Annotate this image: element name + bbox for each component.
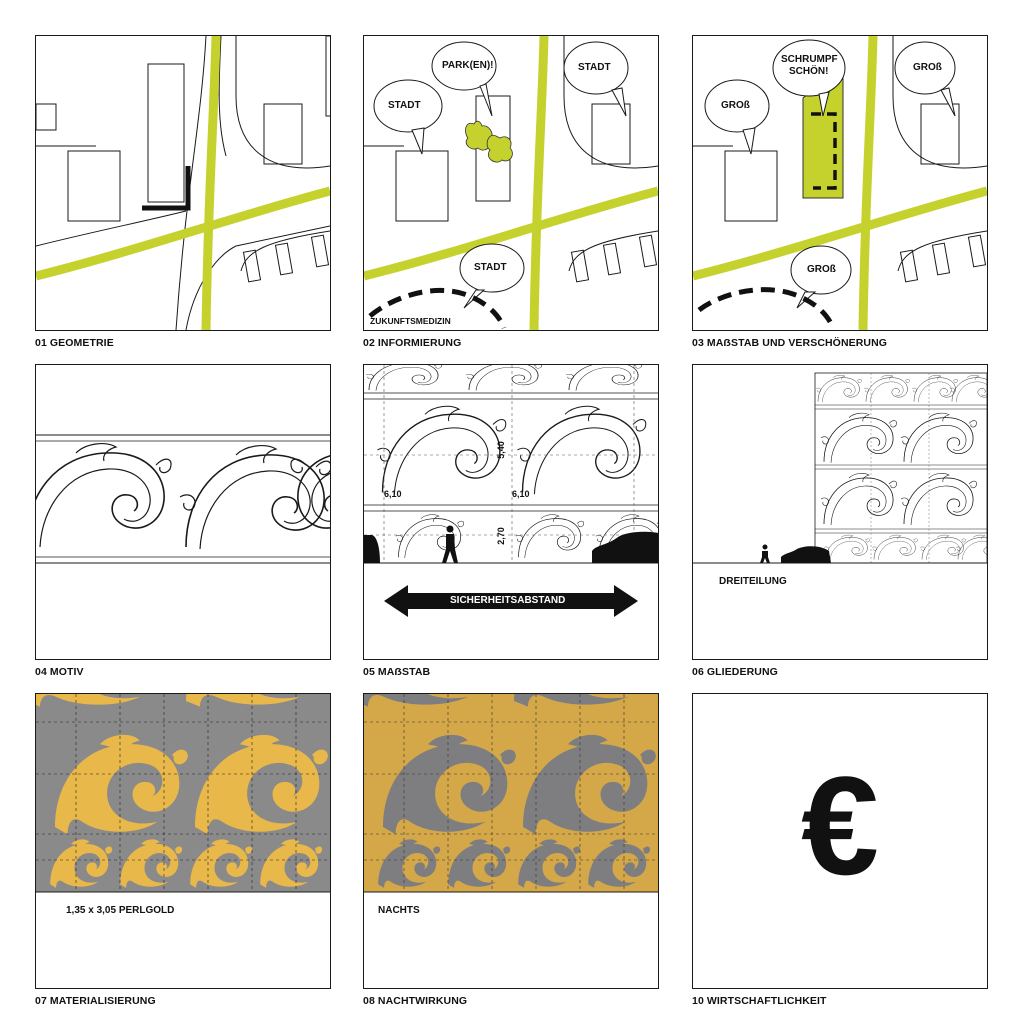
bubble-gross-2: GROß <box>721 100 750 111</box>
bubble-stadt-3: STADT <box>474 262 507 273</box>
euro-icon: € <box>801 747 879 904</box>
bubble-schrumpf: SCHRUMPF <box>781 54 838 65</box>
ornament-motif <box>36 365 330 659</box>
panel-01-geometrie <box>35 35 331 331</box>
tree-icon <box>466 121 513 162</box>
panel-10-wirtschaftlichkeit <box>692 693 988 989</box>
panel-04-motiv <box>35 364 331 660</box>
panel-08-caption: 08 NACHTWIRKUNG <box>363 995 468 1007</box>
panel-01-caption: 01 GEOMETRIE <box>35 337 114 349</box>
facade-scale <box>364 365 658 659</box>
dim-6-10-b: 6,10 <box>512 489 530 499</box>
label-perlgold: 1,35 x 3,05 PERLGOLD <box>66 905 175 916</box>
panel-02-informierung <box>363 35 659 331</box>
arrow-sicherheitsabstand: SICHERHEITSABSTAND <box>450 595 566 606</box>
panel-05-massstab <box>363 364 659 660</box>
bubble-gross-1: GROß <box>913 62 942 73</box>
panel-02-caption: 02 INFORMIERUNG <box>363 337 462 349</box>
bubble-stadt-1: STADT <box>578 62 611 73</box>
dim-2-70: 2,70 <box>495 527 506 545</box>
pedestrian-icon <box>760 545 770 564</box>
site-plan-scale <box>693 36 987 330</box>
site-plan-information <box>364 36 658 330</box>
panel-08-nachtwirkung <box>363 693 659 989</box>
facade-night <box>364 694 658 988</box>
pedestrian-icon <box>442 526 458 564</box>
panel-06-caption: 06 GLIEDERUNG <box>692 666 778 678</box>
label-dreiteilung: DREITEILUNG <box>719 576 787 587</box>
panel-05-caption: 05 MAẞSTAB <box>363 666 431 678</box>
bubble-stadt-2: STADT <box>388 100 421 111</box>
panel-07-materialisierung <box>35 693 331 989</box>
panel-03-caption: 03 MAẞSTAB UND VERSCHÖNERUNG <box>692 337 888 349</box>
site-plan-geometry <box>36 36 330 330</box>
panel-07-caption: 07 MATERIALISIERUNG <box>35 995 156 1007</box>
dim-5-40: 5,40 <box>495 441 506 459</box>
label-nachts: NACHTS <box>378 905 420 916</box>
panel-10-caption: 10 WIRTSCHAFTLICHKEIT <box>692 995 827 1007</box>
bubble-park: PARK(EN)! <box>442 60 494 71</box>
facade-material-gold <box>36 694 330 988</box>
facade-division <box>693 365 987 659</box>
panel-06-gliederung <box>692 364 988 660</box>
label-zukunftsmedizin: ZUKUNFTSMEDIZIN <box>370 316 451 326</box>
panel-04-caption: 04 MOTIV <box>35 666 84 678</box>
bubble-schoen: SCHÖN! <box>789 66 829 77</box>
dim-6-10-a: 6,10 <box>384 489 402 499</box>
bubble-gross-3: GROß <box>807 264 836 275</box>
panel-03-massstab-verschoenerung <box>692 35 988 331</box>
